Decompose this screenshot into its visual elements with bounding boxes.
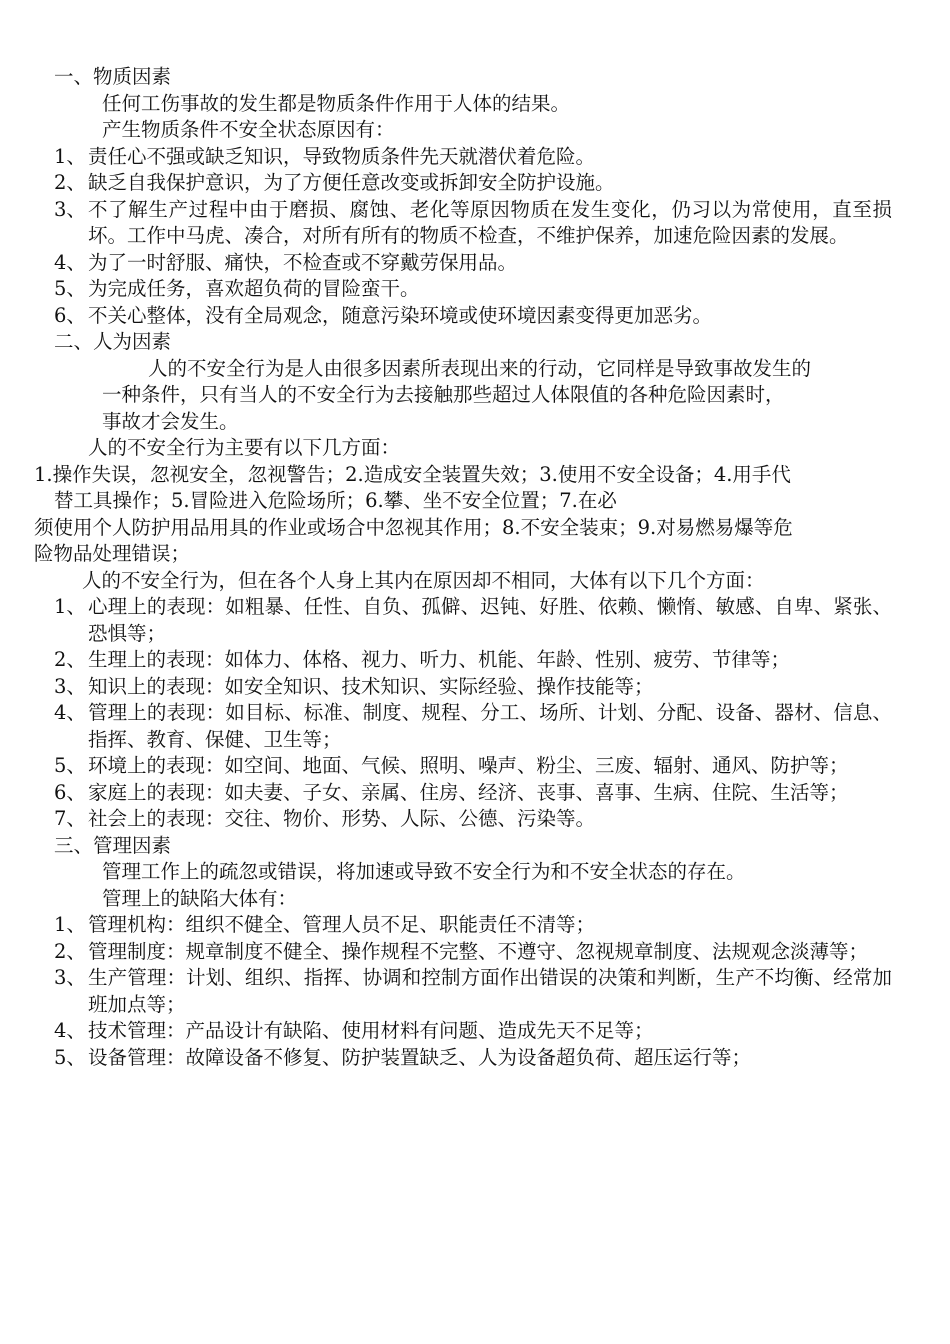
behavior-list-line: 须使用个人防护用品用具的作业或场合中忽视其作用；8.不安全装束；9.对易燃易爆等危 (34, 515, 793, 539)
list-item (34, 276, 892, 303)
list-item-text: 技术管理：产品设计有缺陷、使用材料有问题、造成先天不足等； (88, 1019, 654, 1042)
behavior-list-line: 险物品处理错误； (34, 542, 191, 565)
list-item-number: 1、 (54, 144, 86, 168)
list-item-text: 心理上的表现：如粗暴、任性、自负、孤僻、迟钝、好胜、依赖、懒惰、敏感、自卑、紧张、恐惧等； (88, 595, 892, 645)
list-item (34, 197, 892, 250)
list-item (34, 170, 892, 197)
list-item-text: 责任心不强或缺乏知识，导致物质条件先天就潜伏着危险。 (88, 144, 596, 168)
list-item-text: 生产管理：计划、组织、指挥、协调和控制方面作出错误的决策和判断，生产不均衡、经常加班加点等； (88, 966, 892, 1016)
list-item-number: 3、 (54, 197, 86, 221)
list-item-text: 知识上的表现：如安全知识、技术知识、实际经验、操作技能等； (88, 674, 654, 698)
section-intro: 产生物质条件不安全状态原因有： (102, 118, 395, 141)
list-item (34, 912, 892, 939)
list-item (34, 250, 892, 277)
list-item (34, 594, 892, 647)
list-item-number: 2、 (54, 939, 86, 963)
paragraph-line: 人的不安全行为，但在各个人身上其内在原因却不相同，大体有以下几个方面： (82, 568, 765, 592)
list-item (34, 1045, 892, 1072)
list-item-number: 4、 (54, 701, 86, 724)
list-item (34, 647, 892, 674)
list-item-text: 为完成任务，喜欢超负荷的冒险蛮干。 (88, 277, 420, 300)
list-item-text: 设备管理：故障设备不修复、防护装置缺乏、人为设备超负荷、超压运行等； (88, 1045, 752, 1069)
list-item-number: 5、 (54, 277, 86, 300)
paragraph-line: 人的不安全行为是人由很多因素所表现出来的行动，它同样是导致事故发生的 (148, 356, 812, 380)
paragraph-line: 一种条件，只有当人的不安全行为去接触那些超过人体限值的各种危险因素时， (102, 383, 785, 406)
behavior-list-line: 替工具操作；5.冒险进入危险场所；6.攀、坐不安全位置；7.在必 (54, 489, 617, 512)
list-item (34, 303, 892, 330)
section-heading-human: 二、人为因素 (54, 330, 172, 353)
list-item-text: 家庭上的表现：如夫妻、子女、亲属、住房、经济、丧事、喜事、生病、住院、生活等； (88, 780, 849, 804)
paragraph-line: 人的不安全行为主要有以下几方面： (88, 436, 401, 459)
list-item-number: 3、 (54, 966, 86, 989)
list-item-text: 管理机构：组织不健全、管理人员不足、职能责任不清等； (88, 913, 596, 936)
list-item-text: 社会上的表现：交往、物价、形势、人际、公德、污染等。 (88, 807, 596, 830)
list-item-text: 管理上的表现：如目标、标准、制度、规程、分工、场所、计划、分配、设备、器材、信息、指挥、教育、保健、卫生等； (88, 701, 892, 751)
list-item-number: 3、 (54, 674, 86, 698)
list-item-number: 5、 (54, 754, 86, 777)
list-item (34, 674, 892, 701)
list-item (34, 939, 892, 966)
list-item-number: 7、 (54, 807, 86, 830)
list-item (34, 753, 892, 780)
list-item-number: 1、 (54, 913, 86, 936)
section-intro: 管理上的缺陷大体有： (102, 886, 298, 910)
list-item-number: 5、 (54, 1045, 86, 1069)
section-intro: 任何工伤事故的发生都是物质条件作用于人体的结果。 (102, 91, 571, 115)
list-item-number: 2、 (54, 648, 86, 671)
list-item (34, 806, 892, 833)
list-item (34, 700, 892, 753)
list-item-number: 6、 (54, 303, 86, 327)
list-item-text: 为了一时舒服、痛快，不检查或不穿戴劳保用品。 (88, 250, 518, 274)
list-item (34, 965, 892, 1018)
section-heading-material: 一、物质因素 (54, 65, 172, 88)
list-item-number: 1、 (54, 595, 86, 618)
list-item (34, 1018, 892, 1045)
list-item-text: 缺乏自我保护意识，为了方便任意改变或拆卸安全防护设施。 (88, 171, 615, 194)
list-item (34, 780, 892, 807)
list-item-text: 管理制度：规章制度不健全、操作规程不完整、不遵守、忽视规章制度、法规观念淡薄等； (88, 939, 869, 963)
section-heading-management: 三、管理因素 (54, 833, 172, 857)
list-item-text: 环境上的表现：如空间、地面、气候、照明、噪声、粉尘、三废、辐射、通风、防护等； (88, 754, 849, 777)
list-item (34, 144, 892, 171)
paragraph-line: 事故才会发生。 (102, 409, 239, 433)
list-item-text: 不关心整体，没有全局观念，随意污染环境或使环境因素变得更加恶劣。 (88, 303, 713, 327)
section-intro: 管理工作上的疏忽或错误，将加速或导致不安全行为和不安全状态的存在。 (102, 860, 746, 883)
behavior-list-line: 1.操作失误，忽视安全，忽视警告；2.造成安全装置失效；3.使用不安全设备；4.用手代 (34, 462, 791, 486)
list-item-number: 4、 (54, 1019, 86, 1042)
list-item-number: 2、 (54, 171, 86, 194)
list-item-text: 生理上的表现：如体力、体格、视力、听力、机能、年龄、性别、疲劳、节律等； (88, 648, 791, 671)
list-item-number: 6、 (54, 780, 86, 804)
list-item-text: 不了解生产过程中由于磨损、腐蚀、老化等原因物质在发生变化，仍习以为常使用，直至损坏。工作中马虎、凑合，对所有所有的物质不检查，不维护保养，加速危险因素的发展。 (88, 197, 892, 247)
list-item-number: 4、 (54, 250, 86, 274)
